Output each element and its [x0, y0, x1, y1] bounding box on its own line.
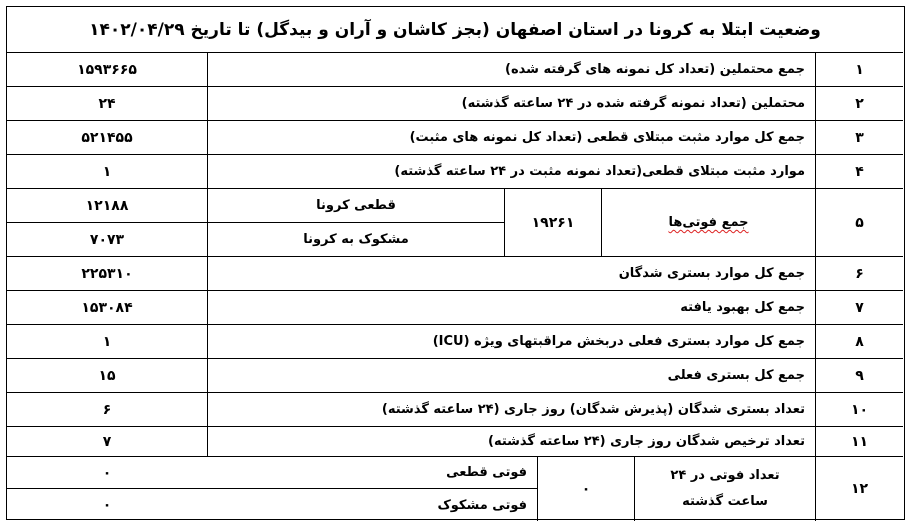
recent-deaths-confirmed-label: فوتی قطعی: [446, 465, 527, 480]
row-value: ۱۵: [98, 367, 116, 384]
row-number: ۹: [855, 367, 864, 384]
row-value: ۲۲۵۳۱۰: [81, 265, 133, 282]
row-description: جمع کل موارد بستری شدگان: [618, 266, 805, 281]
row-number: ۴: [855, 163, 864, 180]
deaths-total: ۱۹۲۶۱: [531, 214, 575, 231]
row-description: جمع کل بهبود یافته: [680, 300, 805, 315]
row-value: ۱: [102, 163, 112, 180]
recent-deaths-total: ۰: [581, 481, 591, 497]
row-number: ۶: [855, 265, 864, 282]
covid-status-table: [6, 6, 905, 520]
row-value: ۲۴: [98, 95, 116, 112]
row-value: ۶: [102, 401, 112, 418]
row-number: ۷: [855, 299, 864, 316]
recent-deaths-confirmed-value: ۰: [102, 464, 112, 481]
row-value: ۷: [102, 433, 112, 450]
recent-deaths-label-line2: ساعت گذشته: [682, 494, 768, 509]
row-description: جمع کل بستری فعلی: [667, 368, 805, 383]
row-description: محتملین (تعداد نمونه گرفته شده در ۲۴ ساعته گذشته): [461, 96, 805, 111]
row-description: جمع کل موارد بستری فعلی دربخش مراقبتهای ویژه (ICU): [432, 334, 805, 349]
deaths-label: [602, 189, 815, 256]
row-number: ۱۱: [850, 433, 869, 450]
row-number: ۱۲: [850, 481, 869, 497]
row-value: ۱۵۹۳۶۶۵: [77, 61, 137, 78]
row-description: موارد مثبت مبتلای قطعی(تعداد نمونه مثبت در ۲۴ ساعته گذشته): [394, 164, 805, 179]
row-number: ۸: [855, 333, 864, 350]
row-description: جمع کل موارد مثبت مبتلای قطعی (تعداد کل نمونه های مثبت): [409, 130, 805, 145]
table-title: وضعیت ابتلا به کرونا در استان اصفهان (بجز کاشان و آران و بیدگل) تا تاریخ ۱۴۰۲/۰۴/۲۹: [89, 19, 821, 40]
row-value: ۵۲۱۴۵۵: [81, 129, 133, 146]
deaths-label-text: جمع فوتی‌ها: [668, 215, 749, 230]
row-number: ۱۰: [850, 401, 869, 418]
row-number: ۲: [855, 95, 864, 112]
row-description: تعداد بستری شدگان (پذیرش شدگان) روز جاری (۲۴ ساعته گذشته): [381, 402, 805, 417]
deaths-suspected-value: ۷۰۷۳: [89, 231, 125, 248]
row-number: ۵: [855, 214, 864, 231]
recent-deaths-label: [635, 457, 815, 521]
recent-deaths-label-line1: تعداد فوتی در ۲۴: [670, 468, 780, 483]
row-number: ۱: [855, 61, 864, 78]
row-value: ۱: [102, 333, 112, 350]
deaths-confirmed-label: قطعی کرونا: [316, 198, 396, 213]
row-description: تعداد ترخیص شدگان روز جاری (۲۴ ساعته گذشته): [488, 434, 805, 449]
recent-deaths-suspected-label: فوتی مشکوک: [437, 497, 527, 513]
recent-deaths-suspected-value: ۰: [102, 497, 112, 513]
row-description: جمع محتملین (تعداد کل نمونه های گرفته شده): [505, 62, 805, 77]
row-number: ۳: [855, 129, 864, 146]
deaths-suspected-label: مشکوک به کرونا: [303, 232, 409, 247]
deaths-confirmed-value: ۱۲۱۸۸: [85, 197, 129, 214]
row-value: ۱۵۳۰۸۴: [81, 299, 133, 316]
